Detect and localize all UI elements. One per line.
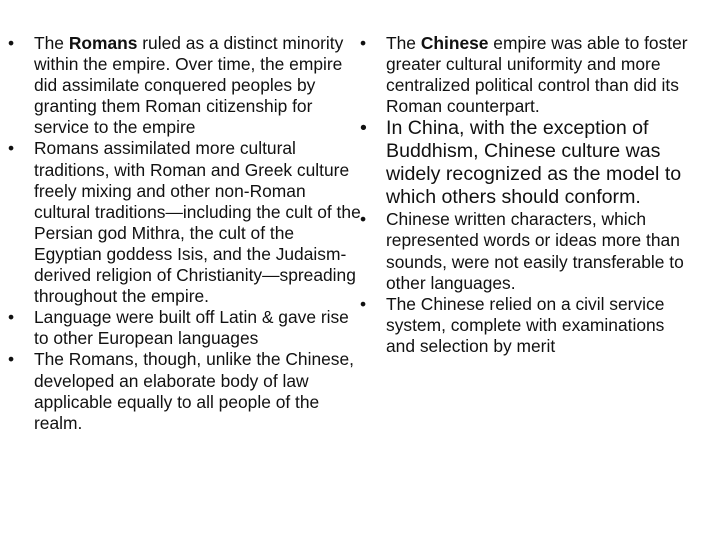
item-text: ruled as a distinct minority within the empire. Over time, the empire did assimilate conquered peoples by granting them Roman citizenship for service to the empire — [34, 33, 344, 138]
list-item-romans-cultural-traditions — [6, 138, 362, 307]
item-text: The Chinese relied on a civil service system, complete with examinations and selection by merit — [386, 293, 665, 356]
item-text: empire was able to foster greater cultural uniformity and more centralized political control than did its Roman counterpart. — [386, 33, 688, 117]
item-text: Language were built off Latin & gave rise to other European languages — [34, 307, 349, 349]
bullet-marker: • — [360, 117, 367, 140]
item-text: In China, with the exception of Buddhism, Chinese culture was widely recognized as the model to which others should conform. — [386, 117, 682, 209]
list-item-chinese-culture-model — [358, 117, 698, 209]
roman-bullet-list — [6, 33, 362, 434]
bullet-marker: • — [360, 293, 367, 314]
bullet-marker: • — [360, 33, 367, 53]
left-column — [6, 33, 362, 434]
bullet-marker: • — [8, 138, 15, 159]
list-item-latin-languages — [6, 307, 362, 349]
item-text: The Romans, though, unlike the Chinese, developed an elaborate body of law applicable equally to all people of the realm. — [34, 349, 354, 433]
list-item-romans-minority — [6, 33, 362, 138]
list-item-chinese-uniformity — [358, 33, 698, 117]
list-item-chinese-characters — [358, 209, 698, 293]
chinese-bullet-list — [358, 33, 698, 357]
bullet-marker: • — [8, 349, 15, 370]
list-item-roman-law — [6, 349, 362, 433]
item-text: The — [34, 33, 69, 53]
bullet-marker: • — [360, 209, 367, 230]
item-bold-text: Chinese — [420, 33, 489, 53]
right-column — [358, 33, 698, 357]
item-text: The — [386, 33, 421, 53]
list-item-civil-service — [358, 294, 698, 357]
item-text: Chinese written characters, which represented words or ideas more than sounds, were not easily transferable to other languages. — [386, 209, 684, 293]
bullet-marker: • — [8, 307, 15, 328]
item-text: Romans assimilated more cultural traditions, with Roman and Greek culture freely mixing and other non-Roman cultural traditions—including the cult of the Persian god Mithra, the cult of the Egyptian goddess Isis, and the Judaism-derived religion of Christianity—spreading throughout the empire. — [34, 138, 361, 307]
item-bold-text: Romans — [68, 33, 138, 53]
bullet-marker: • — [8, 33, 15, 53]
